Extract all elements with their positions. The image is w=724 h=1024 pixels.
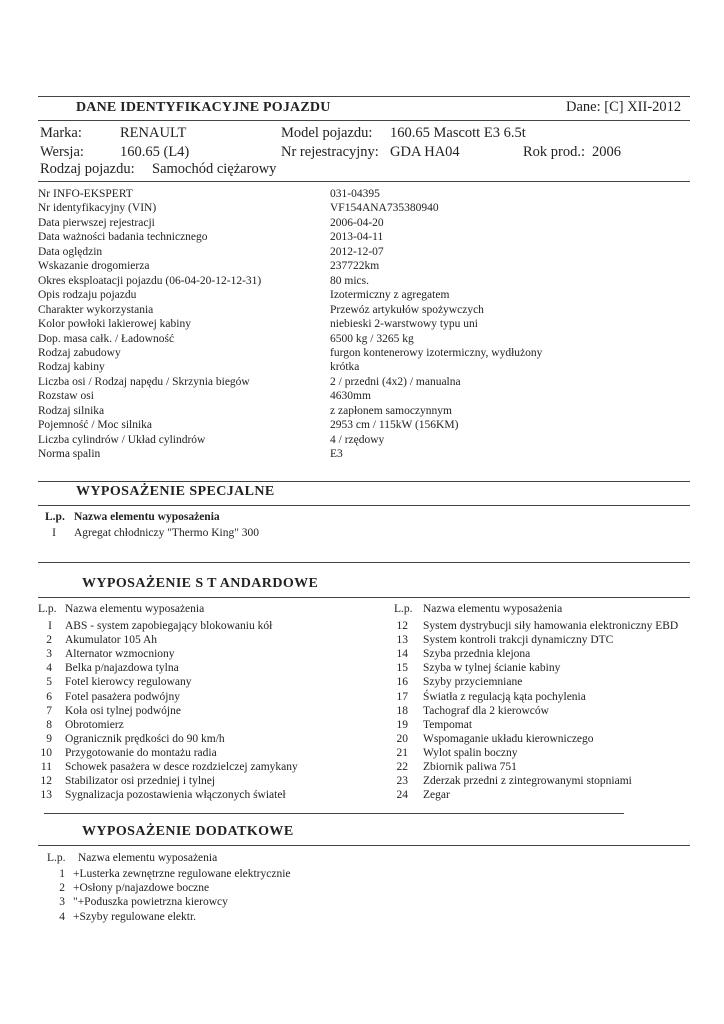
detail-label: Nr INFO-EKSPERT [38,188,133,200]
detail-label: Kolor powłoki lakierowej kabiny [38,318,191,331]
make-value: RENAULT [120,125,187,141]
standard-item-row [28,760,378,775]
item-number: 12 [396,620,408,632]
detail-label: Liczba cylindrów / Układ cylindrów [38,433,206,446]
make-label: Marka: [40,125,82,141]
standard-item-row [28,718,378,733]
item-number: 9 [46,732,52,745]
item-number: 12 [40,775,52,788]
special-bottom-rule [38,562,690,563]
item-number: 2 [46,634,52,647]
standard-item-row [385,774,705,789]
standard-item-row [28,675,378,690]
standard-item-row [28,774,378,789]
item-name: Schowek pasażera w desce rozdzielczej zamykany [65,761,298,773]
standard-item-row [385,718,705,733]
item-name: Wspomaganie układu kierowniczego [423,732,594,745]
version-value: 160.65 (L4) [120,144,190,160]
detail-row [38,288,698,303]
detail-row [38,418,698,433]
detail-row [38,447,698,462]
item-number: I [48,620,52,632]
detail-label: Wskazanie drogomierza [38,260,150,273]
item-number: 5 [46,676,52,689]
item-name: Wylot spalin boczny [423,746,518,759]
page-title: DANE IDENTYFIKACYJNE POJAZDU [76,100,331,115]
detail-label: Pojemność / Moc silnika [38,419,153,432]
detail-value: 031-04395 [330,188,380,200]
detail-row [38,404,698,419]
item-number: 24 [396,789,408,802]
data-date: Dane: [C] XII-2012 [566,99,682,115]
standard-col-name-right: Nazwa elementu wyposażenia [423,603,563,615]
special-item-row [38,526,638,541]
registration-label: Nr rejestracyjny: [281,144,379,160]
standard-item-row [28,633,378,648]
detail-label: Data ważności badania technicznego [38,231,208,244]
standard-bottom-rule [44,813,624,814]
item-name: Tempomat [423,718,473,731]
detail-row [38,303,698,318]
item-number: 1 [59,868,65,880]
vehicle-type-label: Rodzaj pojazdu: [40,161,135,177]
item-name: Belka p/najazdowa tylna [65,662,179,675]
additional-item-row [36,867,436,882]
detail-row [38,187,698,202]
item-number: 21 [396,746,408,759]
item-number: I [52,527,56,539]
item-name: Zderzak przedni z zintegrowanymi stopniami [423,775,632,788]
item-number: 16 [396,676,408,689]
standard-item-row [385,619,705,634]
item-number: 14 [396,648,408,661]
special-col-lp: L.p. [45,511,65,523]
detail-row [38,375,698,390]
detail-label: Data oględzin [38,245,103,258]
standard-item-row [28,619,378,634]
item-number: 3 [46,648,52,661]
standard-col-lp-left: L.p. [38,603,57,615]
version-label: Wersja: [40,144,84,160]
item-number: 18 [396,704,408,717]
item-number: 10 [40,746,52,759]
detail-value: krótka [330,361,360,374]
detail-label: Rodzaj zabudowy [38,346,121,359]
standard-item-row [28,690,378,705]
item-name: Szyba w tylnej ścianie kabiny [423,662,561,675]
item-number: 22 [396,761,408,773]
detail-label: Dop. masa całk. / Ładowność [38,332,175,345]
detail-value: 2953 cm / 115kW (156KM) [330,419,459,432]
item-name: +Lusterka zewnętrzne regulowane elektrycznie [73,868,291,880]
detail-row [38,230,698,245]
item-name: Sygnalizacja pozostawienia włączonych świateł [65,789,286,802]
standard-col-lp-right: L.p. [394,603,413,615]
detail-label: Rozstaw osi [38,390,94,403]
item-name: +Osłony p/najazdowe boczne [73,882,210,895]
item-name: ABS - system zapobiegający blokowaniu kół [65,620,273,632]
additional-rule [38,845,690,846]
standard-list-left [28,619,378,809]
detail-value: 80 mics. [330,274,369,287]
additional-item-row [36,910,436,925]
detail-row [38,433,698,448]
top-rule [38,96,690,97]
detail-value: E3 [330,448,343,461]
item-name: "+Poduszka powietrzna kierowcy [73,896,228,909]
model-value: 160.65 Mascott E3 6.5t [390,125,526,141]
detail-value: Przewóz artykułów spożywczych [330,303,484,316]
additional-section-title: WYPOSAŻENIE DODATKOWE [82,824,294,839]
standard-item-row [385,788,705,803]
detail-label: Okres eksploatacji pojazdu (06-04-20-12-12-31) [38,274,262,287]
item-number: 3 [59,896,65,909]
standard-item-row [385,732,705,747]
detail-value: 237722km [330,260,380,273]
vehicle-rule [38,181,690,182]
detail-value: 4630mm [330,390,371,403]
standard-item-row [385,760,705,775]
detail-value: furgon kontenerowy izotermiczny, wydłużony [330,346,543,359]
standard-list-right [385,619,705,809]
standard-item-row [385,746,705,761]
year-value: 2006 [592,144,621,160]
standard-item-row [28,732,378,747]
year-label: Rok prod.: [523,144,586,160]
detail-label: Nr identyfikacyjny (VIN) [38,202,157,215]
detail-value: 2013-04-11 [330,231,384,244]
item-number: 17 [396,690,408,703]
detail-row [38,360,698,375]
special-col-name: Nazwa elementu wyposażenia [74,511,220,523]
detail-row [38,274,698,289]
item-number: 6 [46,690,52,703]
item-number: 13 [396,634,408,647]
standard-item-row [385,633,705,648]
detail-row [38,346,698,361]
standard-item-row [385,675,705,690]
header-rule [38,120,690,121]
detail-value: 2006-04-20 [330,216,384,229]
item-name: Obrotomierz [65,718,124,731]
standard-item-row [28,746,378,761]
item-name: System dystrybucji siły hamowania elektroniczny EBD [423,620,679,632]
item-name: Agregat chłodniczy "Thermo King" 300 [74,527,260,539]
detail-label: Liczba osi / Rodzaj napędu / Skrzynia biegów [38,375,250,388]
detail-label: Rodzaj silnika [38,404,105,417]
detail-value: 4 / rzędowy [330,433,385,446]
item-name: Przygotowanie do montażu radia [65,746,217,759]
detail-value: 2 / przedni (4x2) / manualna [330,375,461,388]
standard-col-name-left: Nazwa elementu wyposażenia [65,603,205,615]
item-number: 7 [46,704,52,717]
detail-row [38,389,698,404]
item-name: Zegar [423,789,450,802]
special-list [38,526,638,542]
item-number: 19 [396,718,408,731]
standard-rule [38,597,690,598]
detail-value: VF154ANA735380940 [330,202,439,215]
standard-section-title: WYPOSAŻENIE S T ANDARDOWE [82,576,319,591]
additional-list [36,867,436,927]
item-name: Szyba przednia klejona [423,648,531,661]
item-number: 11 [40,761,52,773]
special-section-title: WYPOSAŻENIE SPECJALNE [76,484,275,499]
standard-item-row [28,647,378,662]
detail-value: 2012-12-07 [330,245,384,258]
detail-label: Data pierwszej rejestracji [38,216,155,229]
detail-row [38,216,698,231]
detail-row [38,332,698,347]
item-name: Ogranicznik prędkości do 90 km/h [65,732,225,745]
item-name: Akumulator 105 Ah [65,634,157,647]
additional-item-row [36,881,436,896]
detail-row [38,245,698,260]
item-number: 4 [59,910,65,923]
standard-item-row [28,788,378,803]
additional-item-row [36,895,436,910]
detail-label: Rodzaj kabiny [38,361,105,374]
item-name: Fotel kierowcy regulowany [65,676,192,689]
item-name: +Szyby regulowane elektr. [73,910,197,923]
detail-value: 6500 kg / 3265 kg [330,332,414,345]
detail-value: niebieski 2-warstwowy typu uni [330,318,478,331]
detail-row [38,259,698,274]
item-number: 2 [59,882,65,895]
details-rule [38,481,690,482]
item-number: 4 [46,662,52,675]
item-name: Światła z regulacją kąta pochylenia [423,690,586,703]
standard-item-row [385,661,705,676]
item-number: 13 [40,789,52,802]
item-name: Stabilizator osi przedniej i tylnej [65,775,216,788]
item-name: Szyby przyciemniane [423,676,523,689]
standard-item-row [385,690,705,705]
details-list [38,187,698,467]
model-label: Model pojazdu: [281,125,373,141]
special-rule [38,505,690,506]
additional-col-name: Nazwa elementu wyposażenia [78,852,218,864]
item-name: Tachograf dla 2 kierowców [423,704,549,717]
item-number: 8 [46,718,52,731]
item-name: Koła osi tylnej podwójne [65,704,181,717]
item-name: System kontroli trakcji dynamiczny DTC [423,634,614,647]
vehicle-type-value: Samochód ciężarowy [152,161,277,177]
item-number: 15 [396,662,408,675]
standard-item-row [385,647,705,662]
detail-value: Izotermiczny z agregatem [330,289,450,302]
standard-item-row [385,704,705,719]
detail-label: Charakter wykorzystania [38,303,154,316]
additional-col-lp: L.p. [47,852,66,864]
detail-row [38,201,698,216]
item-name: Zbiornik paliwa 751 [423,761,517,773]
item-name: Alternator wzmocniony [65,648,175,661]
item-number: 20 [396,732,408,745]
detail-row [38,317,698,332]
detail-value: z zapłonem samoczynnym [330,404,452,417]
detail-label: Norma spalin [38,448,101,461]
standard-item-row [28,704,378,719]
item-number: 23 [396,775,408,788]
registration-value: GDA HA04 [390,144,460,160]
detail-label: Opis rodzaju pojazdu [38,289,137,302]
item-name: Fotel pasażera podwójny [65,690,180,703]
standard-item-row [28,661,378,676]
